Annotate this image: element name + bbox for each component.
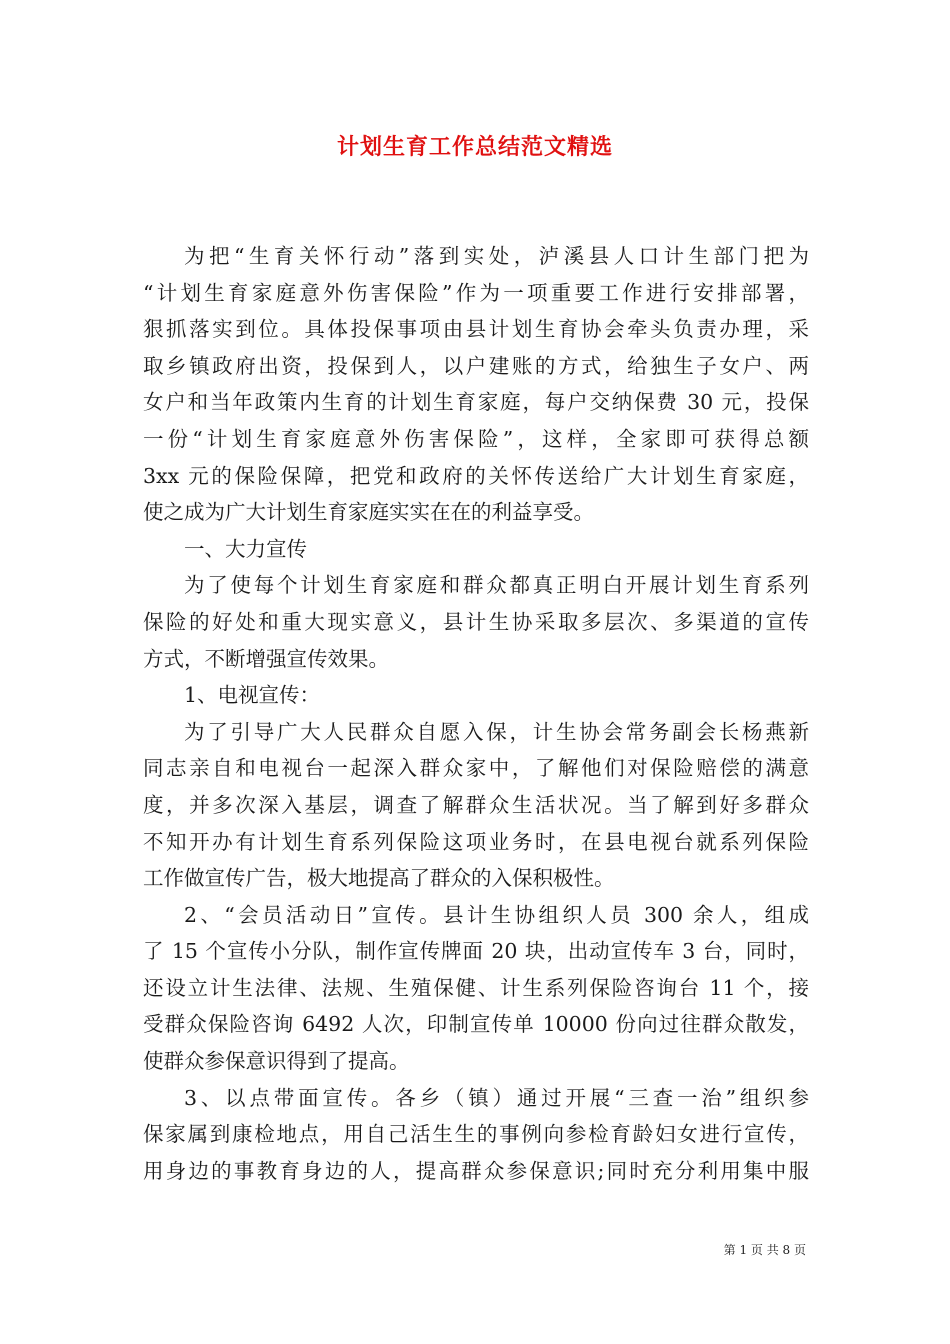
body-line: 受群众保险咨询 6492 人次，印制宣传单 10000 份向过往群众散发， xyxy=(143,1012,809,1037)
document-body xyxy=(143,238,809,1189)
body-line: 女户和当年政策内生育的计划生育家庭，每户交纳保费 30 元，投保 xyxy=(143,390,809,415)
body-line: 了 15 个宣传小分队，制作宣传牌面 20 块，出动宣传车 3 台，同时， xyxy=(143,939,809,964)
body-line: 方式，不断增强宣传效果。 xyxy=(143,646,389,671)
body-line: 还设立计生法律、法规、生殖保健、计生系列保险咨询台 11 个，接 xyxy=(143,975,809,1000)
body-line: 用身边的事教育身边的人，提高群众参保意识;同时充分利用集中服 xyxy=(143,1158,809,1183)
body-line: 为了使每个计划生育家庭和群众都真正明白开展计划生育系列 xyxy=(184,573,809,598)
page-number: 第 1 页 共 8 页 xyxy=(723,1243,806,1257)
body-line: 度，并多次深入基层，调查了解群众生活状况。当了解到好多群众 xyxy=(143,792,809,817)
body-line: 取乡镇政府出资，投保到人，以户建账的方式，给独生子女户、两 xyxy=(143,353,809,378)
body-line: 保家属到康检地点，用自己活生生的事例向参检育龄妇女进行宣传， xyxy=(143,1122,809,1147)
document-title: 计划生育工作总结范文精选 xyxy=(336,134,613,160)
body-line: “计划生育家庭意外伤害保险”作为一项重要工作进行安排部署， xyxy=(143,280,809,305)
body-line: 保险的好处和重大现实意义，县计生协采取多层次、多渠道的宣传 xyxy=(143,609,809,634)
body-line: 使之成为广大计划生育家庭实实在在的利益享受。 xyxy=(143,500,594,525)
section-heading: 一、大力宣传 xyxy=(184,536,307,561)
subsection-heading: 1、电视宣传： xyxy=(184,683,321,708)
body-line: 3、以点带面宣传。各乡（镇）通过开展“三查一治”组织参 xyxy=(184,1085,809,1110)
body-line: 3xx 元的保险保障，把党和政府的关怀传送给广大计划生育家庭， xyxy=(143,463,809,488)
body-line: 不知开办有计划生育系列保险这项业务时，在县电视台就系列保险 xyxy=(143,829,809,854)
body-line: 狠抓落实到位。具体投保事项由县计划生育协会牵头负责办理，采 xyxy=(143,317,809,342)
body-line: 一份“计划生育家庭意外伤害保险”，这样，全家即可获得总额 xyxy=(143,426,809,451)
body-line: 为了引导广大人民群众自愿入保，计生协会常务副会长杨燕新 xyxy=(184,719,809,744)
body-line: 同志亲自和电视台一起深入群众家中，了解他们对保险赔偿的满意 xyxy=(143,756,809,781)
body-line: 2、“会员活动日”宣传。县计生协组织人员 300 余人，组成 xyxy=(184,902,809,927)
body-line: 使群众参保意识得到了提高。 xyxy=(143,1049,410,1074)
body-line: 为把“生育关怀行动”落到实处，泸溪县人口计生部门把为 xyxy=(184,244,809,268)
body-line: 工作做宣传广告，极大地提高了群众的入保积极性。 xyxy=(143,866,615,891)
